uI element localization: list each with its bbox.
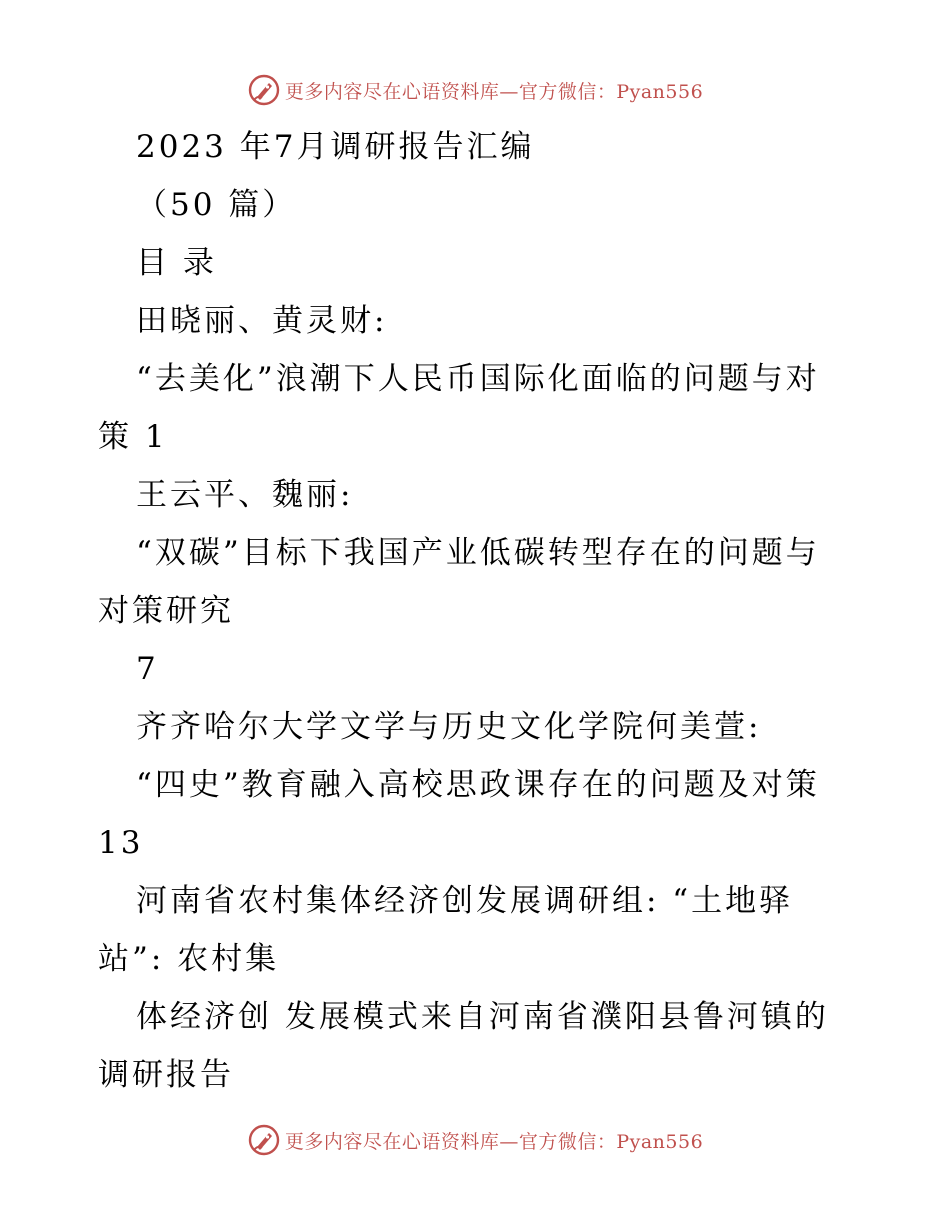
toc-entry-title: 体经济创 发展模式来自河南省濮阳县鲁河镇的 [136,999,829,1035]
toc-author: 王云平、魏丽: [136,477,354,513]
toc-page-number: 13 [98,825,144,861]
toc-heading: 目 录 [136,245,217,281]
toc-entry-title-cont: 站”: 农村集 [98,941,280,977]
watermark-text: 更多内容尽在心语资料库—官方微信：Pyan556 [284,1130,704,1153]
toc-entry-title: “去美化”浪潮下人民币国际化面临的问题与对 [136,361,820,397]
header-watermark-banner [0,70,950,110]
doc-subtitle: （50 篇） [136,187,297,223]
pen-nib-logo-icon [247,73,281,107]
watermark-text: 更多内容尽在心语资料库—官方微信：Pyan556 [284,80,704,103]
toc-entry-title: “双碳”目标下我国产业低碳转型存在的问题与 [136,535,820,571]
footer-watermark-banner [0,1120,950,1160]
toc-author: 田晓丽、黄灵财: [136,303,388,339]
toc-entry-title-cont: 调研报告 [98,1057,234,1093]
toc-entry-title-cont: 策 1 [98,419,168,455]
doc-title: 2023 年7月调研报告汇编 [136,129,535,165]
pen-nib-logo-icon [247,1123,281,1157]
toc-author: 河南省农村集体经济创发展调研组: “土地驿 [136,883,794,919]
toc-entry-title: “四史”教育融入高校思政课存在的问题及对策 [136,767,820,803]
toc-entry-title-cont: 对策研究 [98,593,234,629]
document-body [98,118,858,1104]
toc-author: 齐齐哈尔大学文学与历史文化学院何美萱: [136,709,762,745]
toc-page-number: 7 [136,651,159,687]
